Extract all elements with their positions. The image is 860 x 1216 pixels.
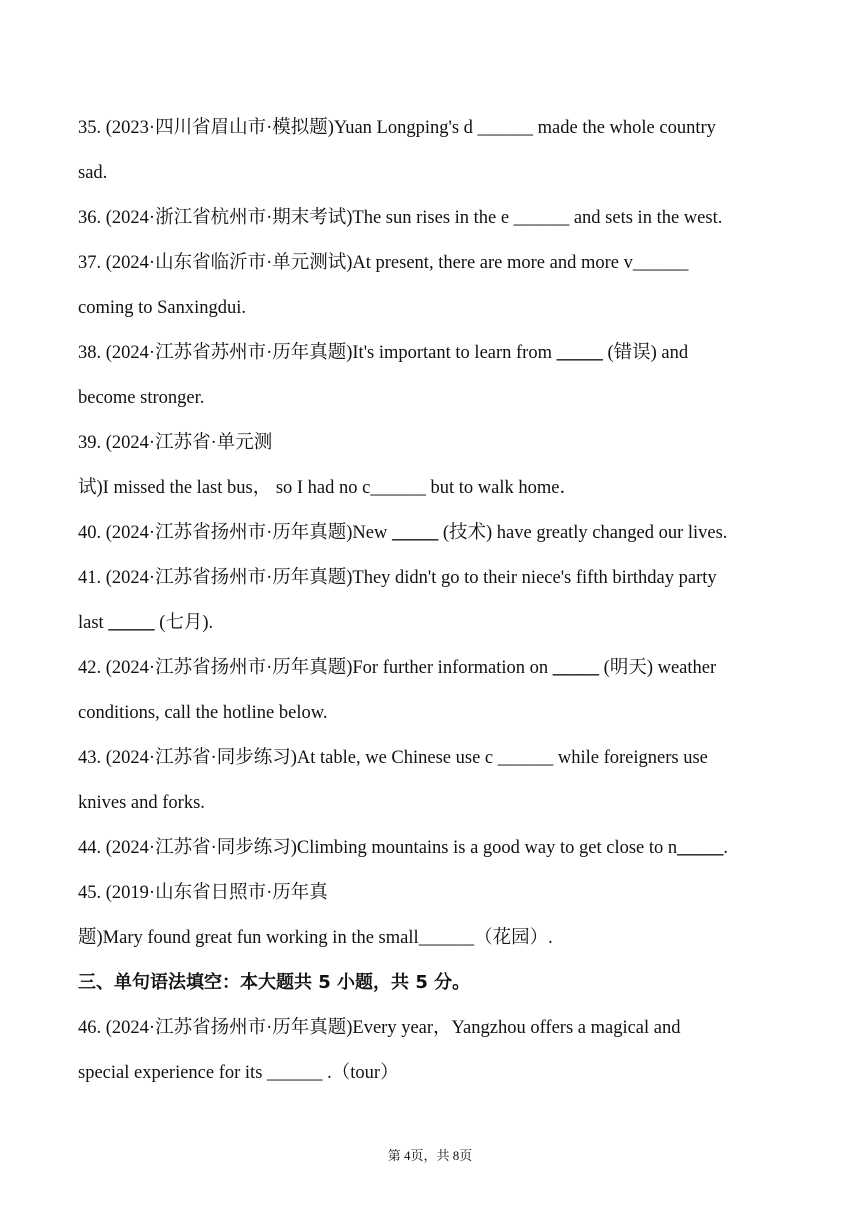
- text: 40. (2024·江苏省扬州市·历年真题)New: [78, 523, 392, 543]
- question-46-line-2: [78, 1061, 399, 1085]
- text: (技术) have greatly changed our lives.: [438, 523, 728, 543]
- question-43-line-1: [78, 746, 708, 770]
- answer-blank: _____: [552, 658, 600, 678]
- answer-blank: _____: [391, 523, 439, 543]
- question-46-line-1: [78, 1016, 681, 1040]
- text: .: [723, 838, 729, 858]
- text: last: [78, 613, 109, 633]
- section-heading: 三、单句语法填空：本大题共 5 小题，共 5 分。: [78, 972, 471, 993]
- text: (错误) and: [602, 343, 689, 363]
- text: (明天) weather: [599, 658, 717, 678]
- question-45-line-1: [78, 881, 328, 905]
- text: 39. (2024·江苏省·单元测: [78, 433, 273, 453]
- question-38-line-2: [78, 386, 204, 410]
- text: 36. (2024·浙江省杭州市·期末考试)The sun rises in the e ______ and sets in the west.: [78, 208, 723, 228]
- question-37-line-2: [78, 296, 246, 320]
- answer-blank: _____: [677, 838, 724, 858]
- question-41-line-1: [78, 566, 717, 590]
- answer-blank: _____: [108, 613, 155, 633]
- text: sad.: [78, 163, 108, 183]
- text: become stronger.: [78, 388, 205, 408]
- text: conditions, call the hotline below.: [78, 703, 328, 723]
- text: 35. (2023·四川省眉山市·模拟题)Yuan Longping's d ______ made the whole country: [78, 118, 716, 138]
- text: 45. (2019·山东省日照市·历年真: [78, 883, 328, 903]
- question-39-line-2: [78, 476, 578, 500]
- question-41-line-2: [78, 611, 213, 635]
- text: coming to Sanxingdui.: [78, 298, 247, 318]
- question-36-line-1: [78, 206, 722, 230]
- text: 题)Mary found great fun working in the small______（花园）.: [78, 928, 553, 948]
- page-footer: 第 4页，共 8页: [387, 1148, 473, 1163]
- answer-blank: _____: [556, 343, 603, 363]
- question-39-line-1: [78, 431, 272, 455]
- question-43-line-2: [78, 791, 205, 815]
- text: 37. (2024·山东省临沂市·单元测试)At present, there are more and more v______: [78, 253, 689, 273]
- question-38-line-1: [78, 341, 688, 365]
- question-42-line-1: [78, 656, 716, 680]
- question-45-line-2: [78, 926, 553, 950]
- question-44-line-1: [78, 836, 728, 860]
- text: 46. (2024·江苏省扬州市·历年真题)Every year，Yangzhou offers a magical and: [78, 1018, 681, 1038]
- question-37-line-1: [78, 251, 688, 275]
- question-40-line-1: [78, 521, 727, 545]
- text: 44. (2024·江苏省·同步练习)Climbing mountains is a good way to get close to n: [78, 838, 678, 858]
- question-42-line-2: [78, 701, 328, 725]
- text: 试)I missed the last bus， so I had no c______ but to walk home．: [78, 478, 578, 498]
- text: knives and forks.: [78, 793, 205, 813]
- text: 42. (2024·江苏省扬州市·历年真题)For further information on: [78, 658, 553, 678]
- text: 41. (2024·江苏省扬州市·历年真题)They didn't go to their niece's fifth birthday party: [78, 568, 717, 588]
- text: 43. (2024·江苏省·同步练习)At table, we Chinese use c ______ while foreigners use: [78, 748, 708, 768]
- text: (七月).: [154, 613, 214, 633]
- text: 38. (2024·江苏省苏州市·历年真题)It's important to learn from: [78, 343, 557, 363]
- question-35-line-2: [78, 161, 107, 185]
- text: special experience for its ______ .（tour）: [78, 1063, 399, 1083]
- question-35-line-1: [78, 116, 716, 140]
